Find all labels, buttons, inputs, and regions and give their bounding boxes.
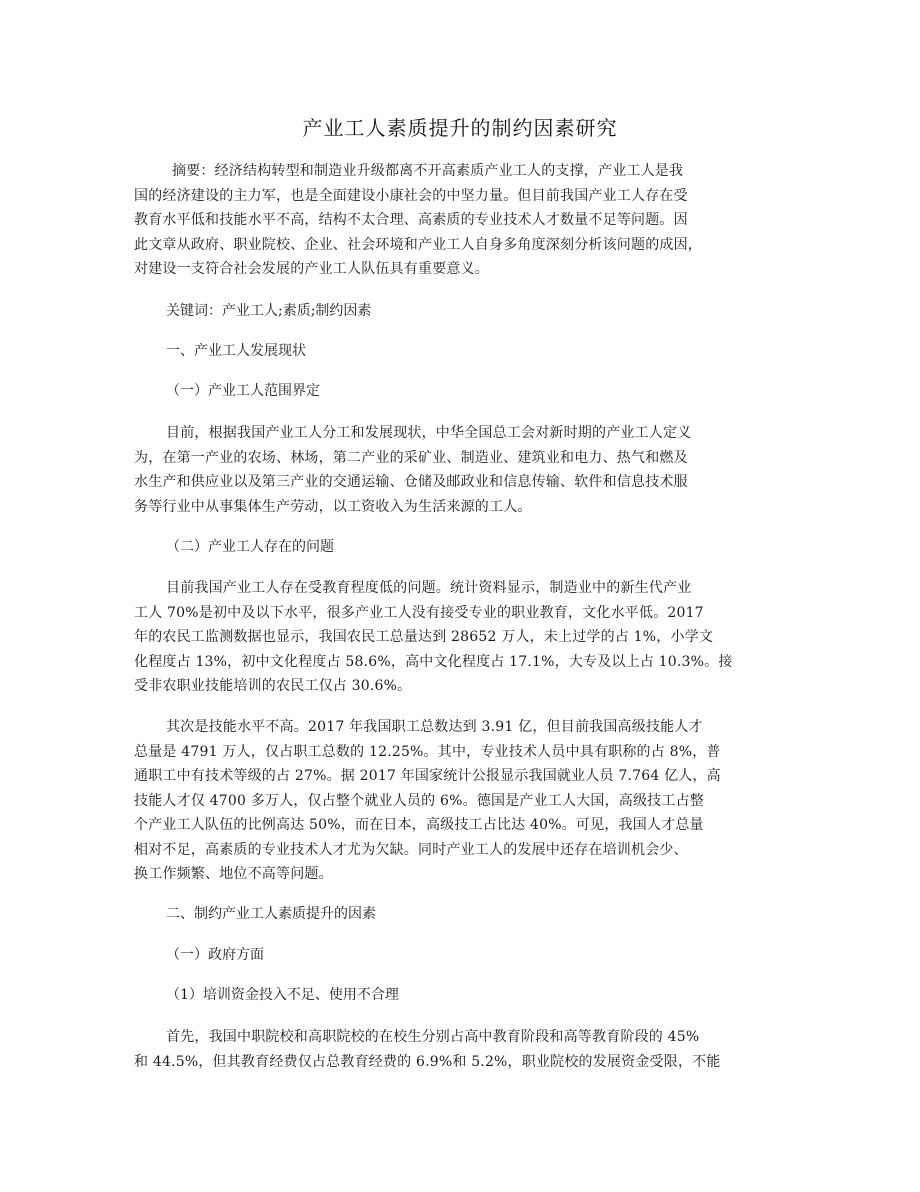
paragraph-line: 个产业工人队伍的比例高达 50%，而在日本，高级技工占比达 40%。可见，我国人才总量 bbox=[134, 817, 704, 833]
paragraph-line: 工人 70%是初中及以下水平，很多产业工人没有接受专业的职业教育，文化水平低。2017 bbox=[134, 604, 704, 621]
abstract-line: 摘要：经济结构转型和制造业升级都离不开高素质产业工人的支撑，产业工人是我 bbox=[172, 163, 684, 179]
subsection-heading-2-1: （一）政府方面 bbox=[166, 947, 264, 963]
keywords-line: 关键词：产业工人;素质;制约因素 bbox=[166, 303, 372, 319]
paragraph-line: 通职工中有技术等级的占 27%。据 2017 年国家统计公报显示我国就业人员 7.764 亿人，高 bbox=[134, 768, 721, 784]
paragraph-line: 年的农民工监测数据也显示，我国农民工总量达到 28652 万人，未上过学的占 1%，小学文 bbox=[134, 629, 714, 645]
paragraph-line: 相对不足，高素质的专业技术人才尤为欠缺。同时产业工人的发展中还存在培训机会少、 bbox=[134, 841, 688, 858]
paragraph-line: 务等行业中从事集体生产劳动，以工资收入为生活来源的工人。 bbox=[134, 498, 532, 515]
abstract-line: 此文章从政府、职业院校、企业、社会环境和产业工人自身多角度深刻分析该问题的成因， bbox=[134, 236, 702, 253]
abstract-paragraph bbox=[134, 159, 714, 282]
document-title: 产业工人素质提升的制约因素研究 bbox=[302, 116, 618, 140]
paragraph-line: 受非农职业技能培训的农民工仅占 30.6%。 bbox=[134, 678, 412, 694]
paragraph-line: 和 44.5%，但其教育经费仅占总教育经费的 6.9%和 5.2%，职业院校的发展资金受限，不能 bbox=[134, 1053, 721, 1070]
paragraph-line: 为，在第一产业的农场、林场，第二产业的采矿业、制造业、建筑业和电力、热气和燃及 bbox=[134, 449, 688, 466]
body-paragraph bbox=[134, 421, 714, 519]
paragraph-line: 水生产和供应业以及第三产业的交通运输、仓储及邮政业和信息传输、软件和信息技术服 bbox=[134, 474, 688, 490]
paragraph-line: 总量是 4791 万人，仅占职工总数的 12.25%。其中，专业技术人员中具有职称的占 8%，普 bbox=[134, 743, 721, 760]
body-paragraph bbox=[134, 576, 733, 699]
abstract-line: 国的经济建设的主力军，也是全面建设小康社会的中坚力量。但目前我国产业工人存在受 bbox=[134, 187, 688, 204]
subsection-heading-2-1-1: （1）培训资金投入不足、使用不合理 bbox=[166, 987, 399, 1003]
paragraph-line: 化程度占 13%，初中文化程度占 58.6%，高中文化程度占 17.1%，大专及以上占 10.3%。接 bbox=[134, 653, 733, 670]
paragraph-line: 其次是技能水平不高。2017 年我国职工总数达到 3.91 亿，但目前我国高级技能人才 bbox=[166, 719, 703, 735]
body-paragraph bbox=[134, 715, 721, 887]
section-heading-2: 二、制约产业工人素质提升的因素 bbox=[166, 906, 376, 922]
abstract-line: 教育水平低和技能水平不高，结构不太合理、高素质的专业技术人才数量不足等问题。因 bbox=[134, 212, 688, 228]
paragraph-line: 目前，根据我国产业工人分工和发展现状，中华全国总工会对新时期的产业工人定义 bbox=[166, 425, 692, 441]
section-heading-1: 一、产业工人发展现状 bbox=[166, 343, 306, 359]
paragraph-line: 首先，我国中职院校和高职院校的在校生分别占高中教育阶段和高等教育阶段的 45% bbox=[166, 1029, 700, 1045]
subsection-heading-1-1: （一）产业工人范围界定 bbox=[166, 383, 320, 399]
paragraph-line: 技能人才仅 4700 多万人，仅占整个就业人员的 6%。德国是产业工人大国，高级技工占整 bbox=[134, 792, 704, 809]
subsection-heading-1-2: （二）产业工人存在的问题 bbox=[166, 539, 334, 555]
body-paragraph bbox=[134, 1025, 721, 1074]
paragraph-line: 换工作频繁、地位不高等问题。 bbox=[134, 866, 333, 882]
paragraph-line: 目前我国产业工人存在受教育程度低的问题。统计资料显示，制造业中的新生代产业 bbox=[166, 580, 692, 596]
abstract-line: 对建设一支符合社会发展的产业工人队伍具有重要意义。 bbox=[134, 261, 489, 277]
